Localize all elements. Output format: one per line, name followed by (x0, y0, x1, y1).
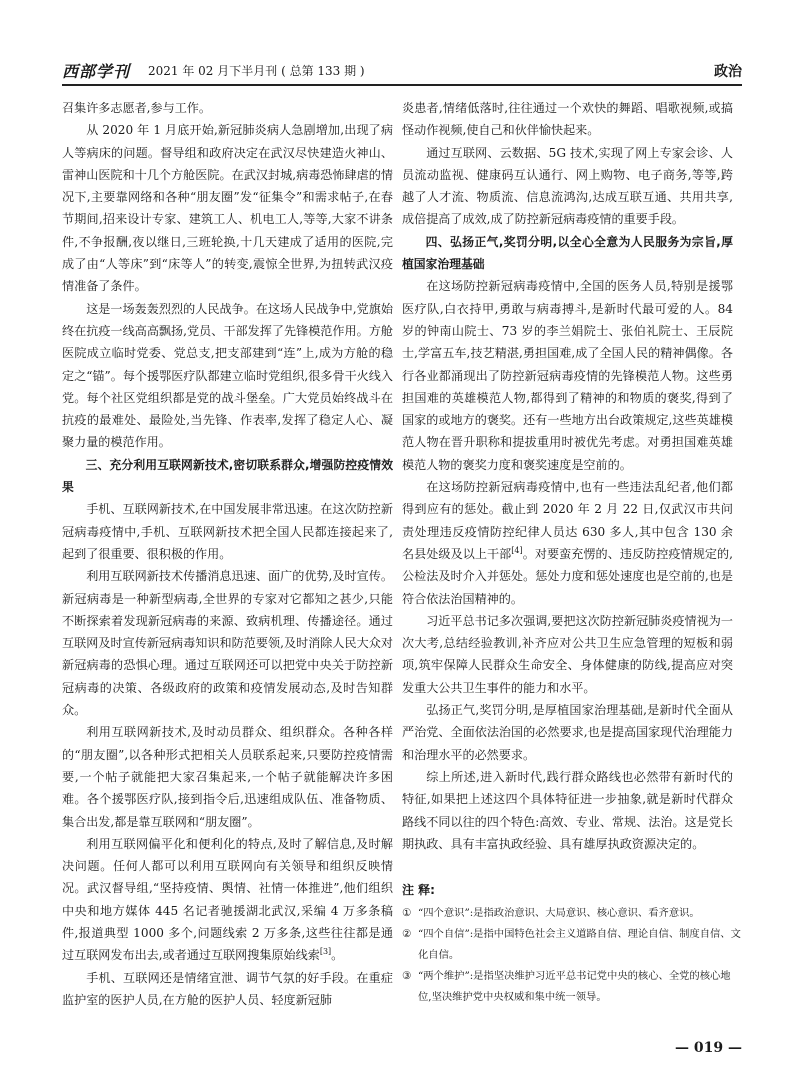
paragraph-text: 利用互联网新技术,及时动员群众、组织群众。各种各样的“朋友圈”,以各种形式把相关人员联系起来,只要防控疫情需要,一个帖子就能把大家召集起来,一个帖子就能解决许多困难。各个援鄂医疗队,接到指令后,迅速组成队伍、准备物质、集合出发,都是靠互联网和“朋友圈”。 (62, 725, 393, 829)
paragraph-text: 手机、互联网还是情绪宣泄、调节气氛的好手段。在重症监护室的医护人员,在方舱的医护人员、轻度新冠肺 (62, 970, 393, 1007)
paragraph (402, 610, 733, 699)
journal-logo: 西部学刊 (62, 62, 131, 81)
note-number: ③ (402, 970, 412, 982)
issue-info: 2021 年 02 月下半月刊 ( 总第 133 期 ) (148, 64, 365, 78)
note-item (402, 924, 742, 966)
paragraph-text: 利用互联网偏平化和便利化的特点,及时了解信息,及时解决问题。任何人都可以利用互联网向有关领导和组织反映情况。武汉督导组,“坚持疫情、舆情、社情一体推进”,他们组织中央和地方媒体 445 名记者驰援湖北武汉,采编 4 万多条稿件,报道典型 1000 多个,问题线索 2 万多条,这些往往都是通过互联网发布出去,或者通过互联网搜集原始线索 (62, 836, 393, 963)
paragraph (62, 833, 393, 967)
paragraph-continuation (62, 97, 393, 119)
note-text: “两个维护”:是指坚决维护习近平总书记党中央的核心、全党的核心地位,坚决维护党中央权威和集中统一领导。 (418, 970, 731, 1003)
note-text: “四个意识”:是指政治意识、大局意识、核心意识、看齐意识。 (418, 907, 700, 919)
paragraph-text: 这是一场轰轰烈烈的人民战争。在这场人民战争中,党旗始终在抗疫一线高高飘扬,党员、干部发挥了先锋模范作用。方舱医院成立临时党委、党总支,把支部建到“连”上,成为方舱的稳定之“锚”。每个援鄂医疗队都建立临时党组织,很多骨干火线入党。每个社区党组织都是党的战斗堡垒。广大党员始终战斗在抗疫的最难处、最险处,当先锋、作表率,发挥了稳定人心、凝聚力量的模范作用。 (62, 301, 393, 450)
note-item (402, 903, 742, 924)
paragraph-text: 从 2020 年 1 月底开始,新冠肺炎病人急剧增加,出现了病人等病床的问题。督导组和政府决定在武汉尽快建造火神山、雷神山医院和十几个方舱医院。在武汉封城,病毒恐怖肆虐的情况下,主要靠网络和各种“朋友圈”发“征集令”和需求帖子,在春节期间,招来设计专家、建筑工人、机电工人,等等,大家不讲条件,不争报酬,夜以继日,三班轮换,十几天建成了适用的医院,完成了由“人等床”到“床等人”的转变,震惊全世界,为扭转武汉疫情准备了条件。 (62, 123, 393, 294)
page-header (62, 58, 742, 82)
left-column (62, 97, 393, 1011)
paragraph (402, 699, 733, 766)
paragraph-text: 利用互联网新技术传播消息迅速、面广的优势,及时宣传。新冠病毒是一种新型病毒,全世界的专家对它都知之甚少,只能不断探索着发现新冠病毒的来源、致病机理、传播途径。通过互联网及时宣传新冠病毒知识和防范要领,及时消除人民大众对新冠病毒的恐惧心理。通过互联网还可以把党中央关于防控新冠病毒的决策、各级政府的政策和疫情发展动态,及时告知群众。 (62, 569, 393, 718)
header-rule (62, 84, 742, 86)
paragraph-text: 四、弘扬正气,奖罚分明,以全心全意为人民服务为宗旨,厚植国家治理基础 (402, 234, 733, 272)
note-number: ① (402, 907, 412, 919)
right-column (402, 97, 733, 855)
paragraph (402, 766, 733, 855)
paragraph (402, 142, 733, 231)
section-heading (402, 231, 733, 276)
paragraph (402, 476, 733, 610)
paragraph-text: 召集许多志愿者,参与工作。 (62, 101, 211, 115)
paragraph-text: 习近平总书记多次强调,要把这次防控新冠肺炎疫情视为一次大考,总结经验教训,补齐应对公共卫生应急管理的短板和弱项,筑牢保障人民群众生命安全、身体健康的防线,提高应对突发重大公共卫生事件的能力和水平。 (402, 613, 733, 695)
paragraph (402, 275, 733, 476)
paragraph (62, 298, 393, 454)
paragraph-continuation (402, 97, 733, 142)
paragraph-text: 炎患者,情绪低落时,往往通过一个欢快的舞蹈、唱歌视频,或搞怪动作视频,使自己和伙伴愉快起来。 (402, 101, 733, 138)
paragraph-text: 三、充分利用互联网新技术,密切联系群众,增强防控疫情效果 (62, 457, 393, 495)
note-item (402, 966, 742, 1008)
note-number: ② (402, 928, 412, 940)
notes-title: 注 释: (402, 883, 435, 897)
paragraph (62, 498, 393, 565)
notes-section (402, 880, 742, 1008)
section-heading (62, 454, 393, 499)
page-number: — 019 — (675, 1040, 742, 1056)
note-text: “四个自信”:是指中国特色社会主义道路自信、理论自信、制度自信、文化自信。 (418, 928, 741, 961)
paragraph-text: 综上所述,进入新时代,践行群众路线也必然带有新时代的特征,如果把上述这四个具体特征进一步抽象,就是新时代群众路线不同以往的四个特色:高效、专业、常规、法治。这是党长期执政、具有丰富执政经验、具有雄厚执政资源决定的。 (402, 769, 733, 851)
paragraph (62, 967, 393, 1012)
paragraph-text: 弘扬正气,奖罚分明,是厚植国家治理基础,是新时代全面从严治党、全面依法治国的必然要求,也是提高国家现代治理能力和治理水平的必然要求。 (402, 703, 733, 762)
paragraph-text: 手机、互联网新技术,在中国发展非常迅速。在这次防控新冠病毒疫情中,手机、互联网新技术把全国人民都连接起来了,起到了很重要、很积极的作用。 (62, 502, 393, 561)
paragraph-tail: 。对要蛮充愣的、违反防控疫情规定的,公检法及时介入并惩处。惩处力度和惩处速度也是空前的,也是符合依法治国精神的。 (402, 546, 733, 606)
section-label: 政治 (714, 64, 742, 80)
paragraph (62, 565, 393, 721)
paragraph-tail: 。 (331, 948, 344, 963)
paragraph-text: 在这场防控新冠病毒疫情中,全国的医务人员,特别是援鄂医疗队,白衣持甲,勇敢与病毒搏斗,是新时代最可爱的人。84 岁的钟南山院士、73 岁的李兰娟院士、张伯礼院士、王辰院士,学富五车,技艺精湛,勇担国难,成了全国人民的精神偶像。各行各业都涌现出了防控新冠病毒疫情的先锋模范人物。这些勇担国难的英雄模范人物,都得到了精神的和物质的褒奖,得到了国家的或地方的褒奖。还有一些地方出台政策规定,这些英雄模范人物在晋升职称和提拔重用时被优先考虑。对勇担国难英雄模范人物的褒奖力度和褒奖速度是空前的。 (402, 279, 733, 472)
citation-ref: [3] (319, 947, 332, 957)
paragraph (62, 721, 393, 832)
paragraph-text: 通过互联网、云数据、5G 技术,实现了网上专家会诊、人员流动监视、健康码互认通行、网上购物、电子商务,等等,跨越了人才流、物质流、信息流鸿沟,达成互联互通、共用共享,成倍提高了成效,成了防控新冠病毒疫情的重要手段。 (402, 145, 733, 227)
paragraph-text: 在这场防控新冠病毒疫情中,也有一些违法乱纪者,他们都得到应有的惩处。截止到 2020 年 2 月 22 日,仅武汉市共问责处理违反疫情防控纪律人员达 630 多人,其中包含 130 余名县处级及以上干部 (402, 480, 733, 561)
paragraph (62, 119, 393, 297)
citation-ref: [4] (511, 545, 523, 555)
